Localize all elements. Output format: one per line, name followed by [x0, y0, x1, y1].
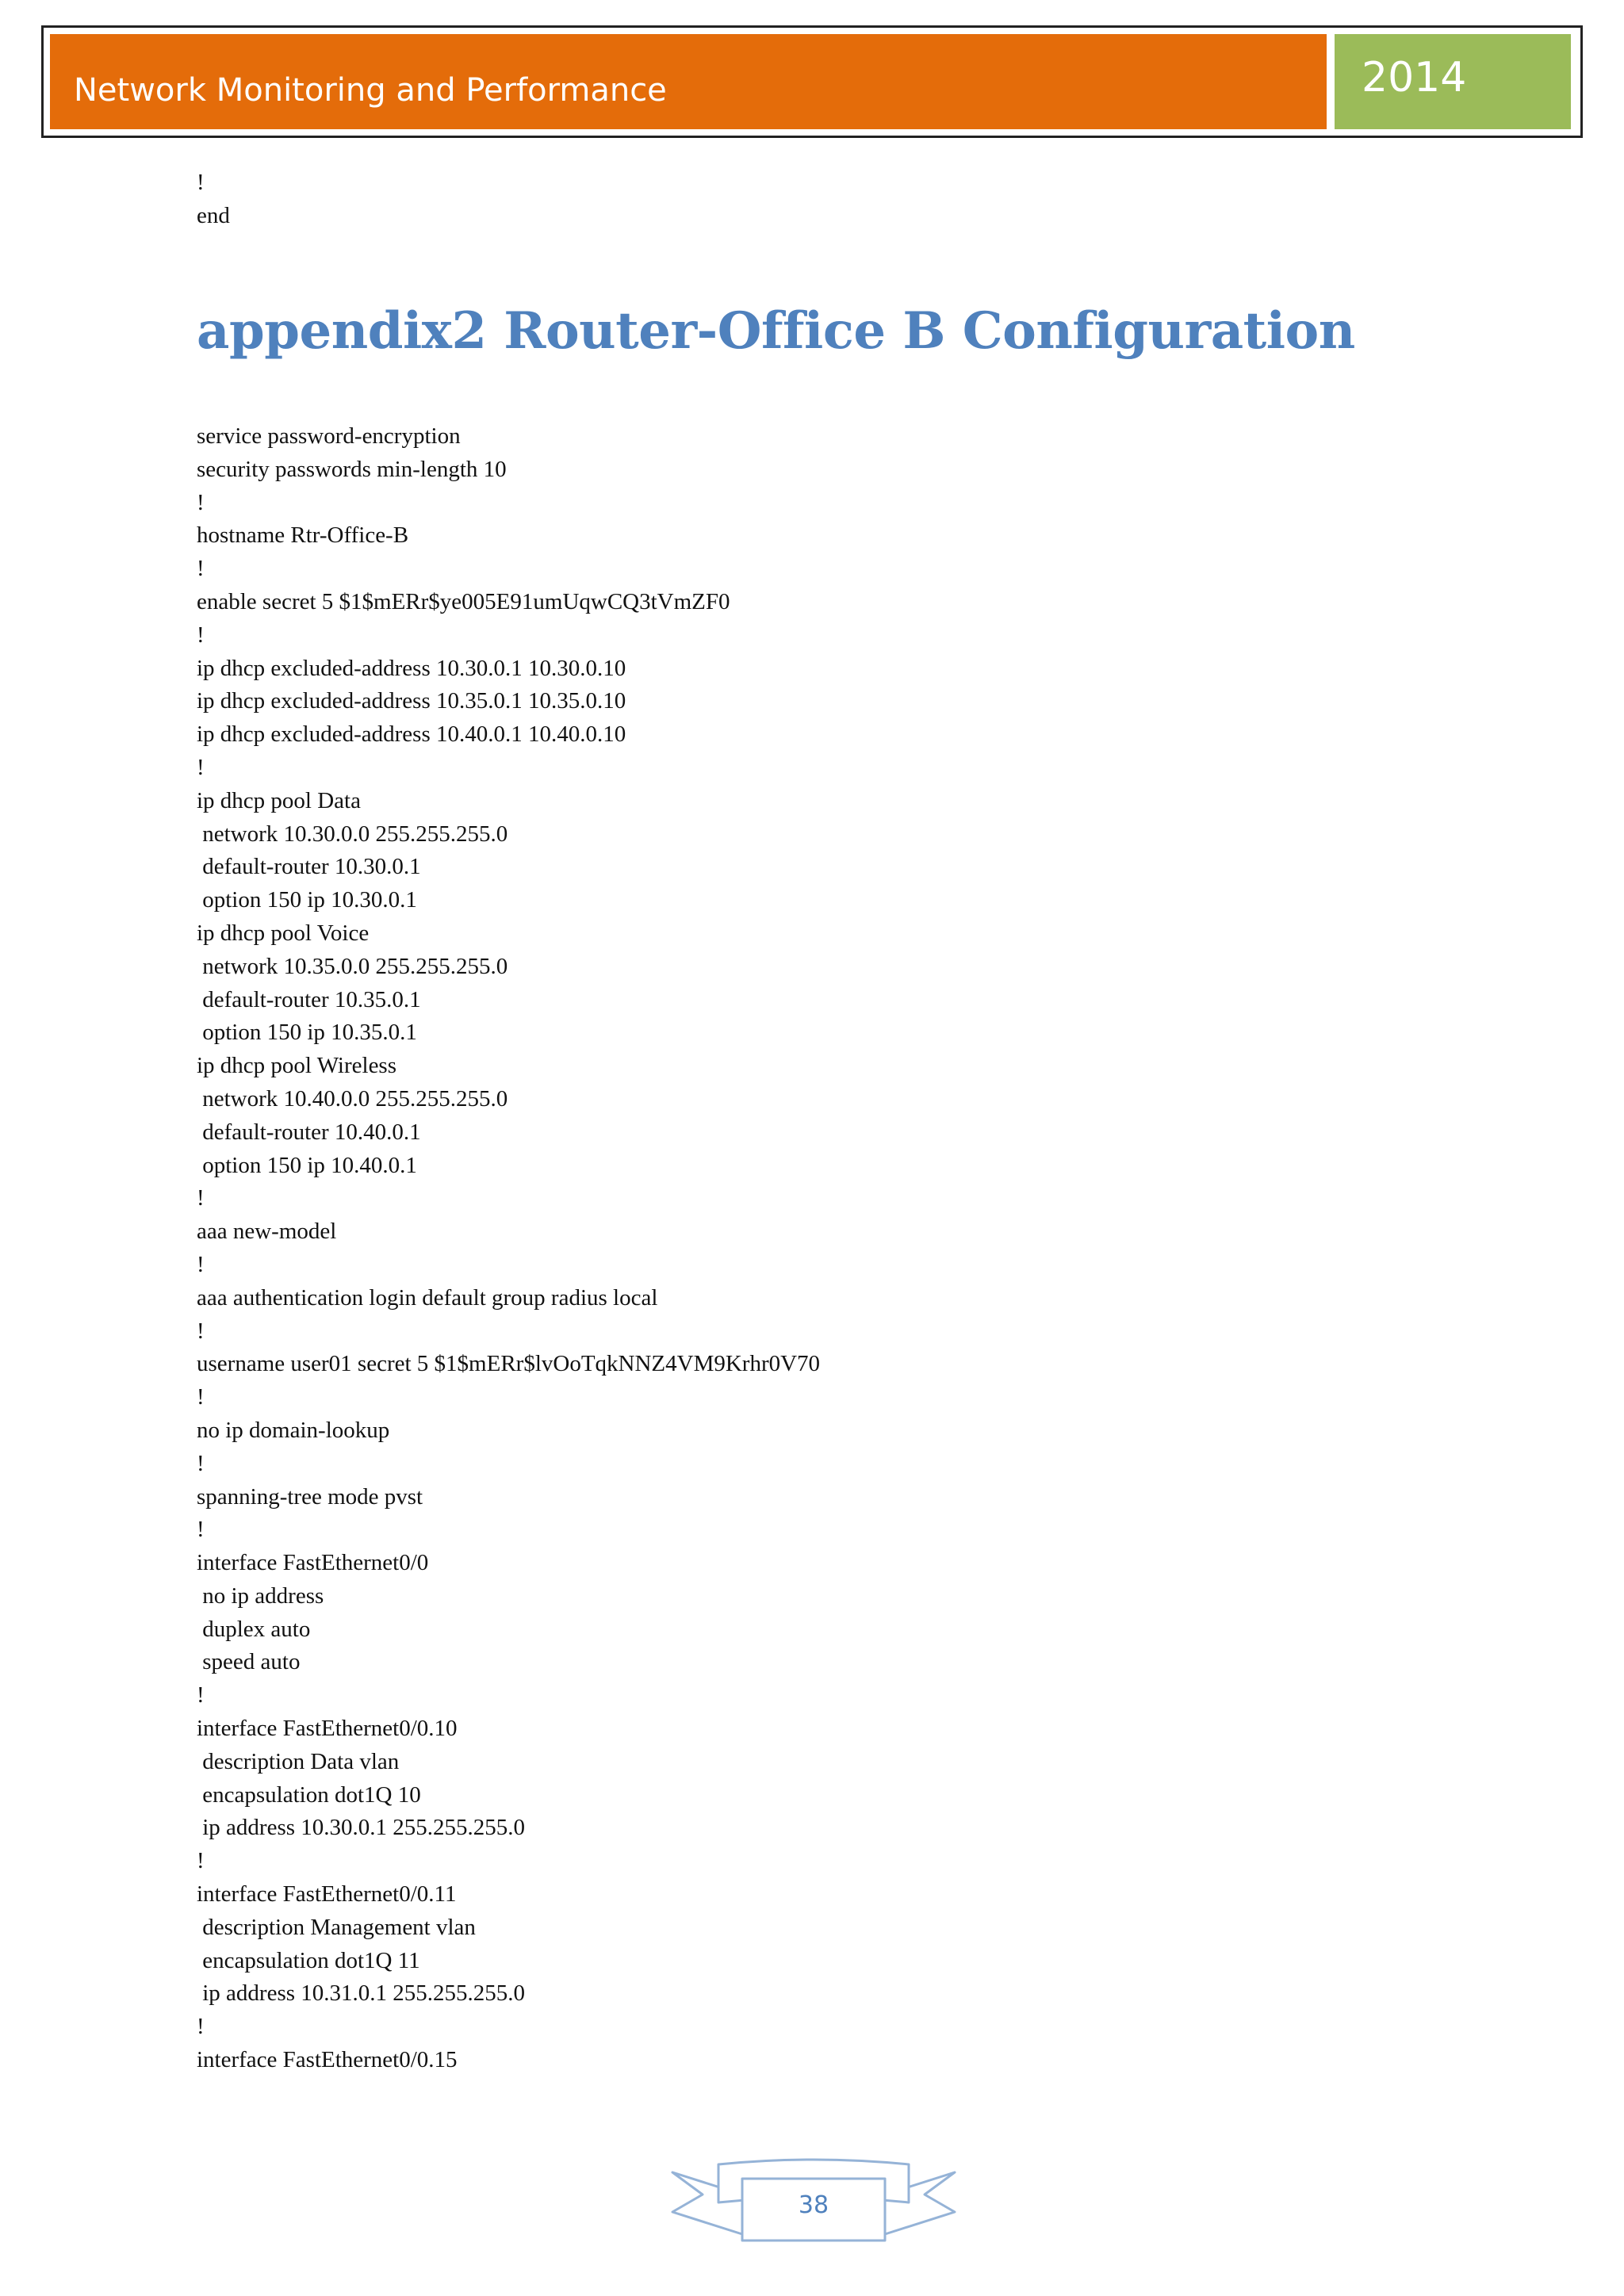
- page-footer: [671, 2156, 956, 2244]
- header-year-band: [1335, 34, 1571, 129]
- code-line: description Data vlan: [197, 1748, 400, 1774]
- code-line: !: [197, 1682, 205, 1709]
- code-line: !: [197, 1848, 205, 1874]
- code-line: !: [197, 1450, 205, 1476]
- section-heading: appendix2 Router-Office B Configuration: [197, 301, 1355, 361]
- code-line: !: [197, 556, 205, 582]
- code-line: network 10.30.0.0 255.255.255.0: [197, 821, 508, 847]
- header-title-band: [50, 34, 1327, 129]
- page-header: [41, 25, 1583, 138]
- code-line: ip dhcp excluded-address 10.40.0.1 10.40.0.10: [197, 721, 626, 748]
- code-line: ip address 10.31.0.1 255.255.255.0: [197, 1980, 526, 2007]
- code-line: network 10.40.0.0 255.255.255.0: [197, 1085, 508, 1112]
- code-line: !: [197, 1384, 205, 1410]
- code-line: hostname Rtr-Office-B: [197, 522, 409, 549]
- header-year: 2014: [1362, 54, 1467, 101]
- code-line: default-router 10.35.0.1: [197, 986, 421, 1012]
- code-line: duplex auto: [197, 1616, 311, 1642]
- code-line: !: [197, 1318, 205, 1344]
- code-line: !: [197, 622, 205, 648]
- code-line: interface FastEthernet0/0.15: [197, 2047, 458, 2073]
- code-line: no ip address: [197, 1582, 324, 1609]
- code-line: encapsulation dot1Q 11: [197, 1947, 420, 1973]
- code-line: encapsulation dot1Q 10: [197, 1781, 421, 1808]
- code-line: !: [197, 489, 205, 515]
- code-line: default-router 10.40.0.1: [197, 1119, 421, 1145]
- code-line: !: [197, 1185, 205, 1211]
- code-line: security passwords min-length 10: [197, 456, 507, 482]
- code-line: interface FastEthernet0/0.10: [197, 1716, 458, 1742]
- code-line: interface FastEthernet0/0: [197, 1550, 429, 1576]
- code-line: no ip domain-lookup: [197, 1417, 390, 1443]
- code-line: !: [197, 170, 205, 195]
- code-line: username user01 secret 5 $1$mERr$lvOoTqkNNZ4VM9Krhr0V70: [197, 1351, 821, 1377]
- code-line: aaa authentication login default group radius local: [197, 1284, 658, 1311]
- code-line: ip dhcp pool Data: [197, 787, 361, 813]
- code-line: ip dhcp pool Voice: [197, 920, 370, 946]
- code-line: spanning-tree mode pvst: [197, 1483, 423, 1510]
- code-line: ip dhcp excluded-address 10.30.0.1 10.30.0.10: [197, 655, 626, 681]
- code-line: description Management vlan: [197, 1914, 476, 1940]
- code-line: ip address 10.30.0.1 255.255.255.0: [197, 1815, 526, 1841]
- code-line: speed auto: [197, 1649, 301, 1675]
- code-line: !: [197, 2014, 205, 2040]
- code-line: interface FastEthernet0/0.11: [197, 1881, 457, 1908]
- code-line: option 150 ip 10.35.0.1: [197, 1020, 417, 1046]
- code-line: option 150 ip 10.40.0.1: [197, 1152, 417, 1178]
- code-line: ip dhcp pool Wireless: [197, 1053, 397, 1079]
- code-line: default-router 10.30.0.1: [197, 854, 421, 880]
- code-line: !: [197, 1251, 205, 1277]
- code-line: aaa new-model: [197, 1219, 337, 1245]
- code-line: !: [197, 1517, 205, 1543]
- page-number: 38: [798, 2191, 829, 2219]
- code-line: enable secret 5 $1$mERr$ye005E91umUqwCQ3tVmZF0: [197, 588, 730, 614]
- intro-block: [197, 166, 1465, 233]
- code-line: end: [197, 202, 230, 228]
- config-listing: [197, 420, 1465, 2077]
- code-line: network 10.35.0.0 255.255.255.0: [197, 953, 508, 979]
- code-line: service password-encryption: [197, 423, 461, 449]
- code-line: ip dhcp excluded-address 10.35.0.1 10.35.0.10: [197, 688, 626, 714]
- code-line: option 150 ip 10.30.0.1: [197, 887, 417, 913]
- header-title: Network Monitoring and Performance: [74, 72, 667, 109]
- code-line: !: [197, 754, 205, 780]
